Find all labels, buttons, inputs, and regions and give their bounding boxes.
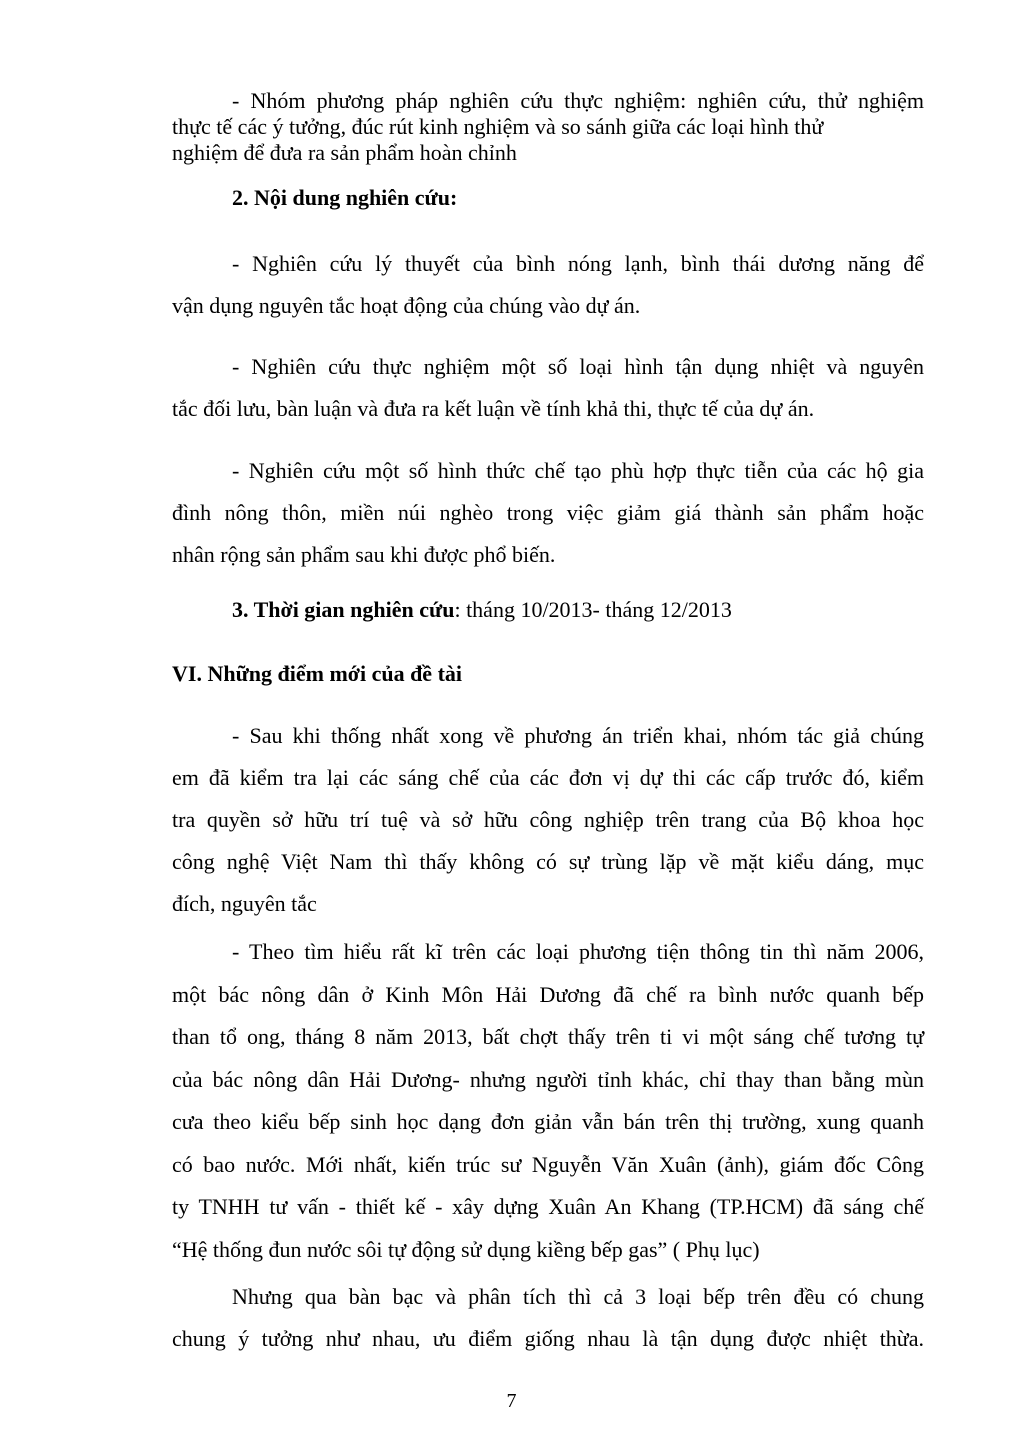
paragraph-line: - Nhóm phương pháp nghiên cứu thực nghiệm: nghiên cứu, thử nghiệm	[232, 88, 924, 113]
paragraph-theory-research	[172, 243, 924, 327]
heading-label: 3. Thời gian nghiên cứu	[232, 597, 455, 622]
paragraph-line: một bác nông dân ở Kinh Môn Hải Dương đã chế ra bình nước quanh bếp	[172, 981, 924, 1007]
paragraph-patent-check	[172, 715, 924, 925]
page-number: 7	[506, 1390, 517, 1412]
paragraph-line: - Nghiên cứu lý thuyết của bình nóng lạnh, bình thái dương năng để	[232, 251, 924, 276]
paragraph-line: cưa theo kiểu bếp sinh học dạng đơn giản vẫn bán trên thị trường, xung quanh	[172, 1109, 924, 1134]
paragraph-line: Nhưng qua bàn bạc và phân tích thì cả 3 loại bếp trên đều có chung	[232, 1284, 924, 1309]
paragraph-line: đình nông thôn, miền núi nghèo trong việc giảm giá thành sản phẩm hoặc	[172, 500, 924, 525]
paragraph-line: chung ý tưởng như nhau, ưu điểm giống nhau là tận dụng được nhiệt thừa.	[172, 1326, 924, 1351]
paragraph-line: đích, nguyên tắc	[172, 891, 317, 916]
paragraph-analysis	[172, 1276, 924, 1360]
paragraph-line: than tổ ong, tháng 8 năm 2013, bất chợt thấy trên ti vi một sáng chế tương tự	[172, 1024, 924, 1049]
paragraph-line: em đã kiểm tra lại các sáng chế của các đơn vị dự thi các cấp trước đó, kiểm	[172, 765, 924, 790]
paragraph-line: - Theo tìm hiểu rất kĩ trên các loại phương tiện thông tin thì năm 2006,	[232, 939, 924, 964]
paragraph-line: - Sau khi thống nhất xong về phương án triển khai, nhóm tác giả chúng	[232, 723, 924, 748]
paragraph-line: công nghệ Việt Nam thì thấy không có sự trùng lặp về mặt kiểu dáng, mục	[172, 849, 924, 874]
paragraph-experimental-methods	[172, 88, 924, 166]
paragraph-line: thực tế các ý tưởng, đúc rút kinh nghiệm và so sánh giữa các loại hình thử	[172, 114, 824, 139]
paragraph-line: ty TNHH tư vấn - thiết kế - xây dựng Xuân An Khang (TP.HCM) đã sáng chế	[172, 1194, 924, 1219]
paragraph-line: nghiệm để đưa ra sản phẩm hoàn chỉnh	[172, 140, 517, 165]
paragraph-line: tra quyền sở hữu trí tuệ và sở hữu công nghiệp trên trang của Bộ khoa học	[172, 807, 924, 832]
paragraph-line: “Hệ thống đun nước sôi tự động sử dụng kiềng bếp gas” ( Phụ lục)	[172, 1236, 760, 1262]
heading-text: 2. Nội dung nghiên cứu:	[232, 185, 458, 210]
section-title: VI. Những điểm mới của đề tài	[172, 661, 463, 686]
section-heading-new-points	[172, 660, 924, 688]
paragraph-prior-inventions	[172, 931, 924, 1271]
paragraph-line: - Nghiên cứu một số hình thức chế tạo phù hợp thực tiễn của các hộ gia	[232, 458, 924, 483]
paragraph-fabrication-research	[172, 450, 924, 576]
heading-research-time	[172, 596, 924, 624]
paragraph-line: nhân rộng sản phẩm sau khi được phổ biến.	[172, 542, 556, 567]
paragraph-line: vận dụng nguyên tắc hoạt động của chúng vào dự án.	[172, 293, 641, 318]
paragraph-line: có bao nước. Mới nhất, kiến trúc sư Nguyễn Văn Xuân (ảnh), giám đốc Công	[172, 1151, 924, 1177]
paragraph-line: - Nghiên cứu thực nghiệm một số loại hình tận dụng nhiệt và nguyên	[232, 354, 924, 379]
heading-research-content	[172, 184, 924, 212]
heading-value: : tháng 10/2013- tháng 12/2013	[454, 597, 732, 622]
paragraph-line: tắc đối lưu, bàn luận và đưa ra kết luận về tính khả thi, thực tế của dự án.	[172, 396, 815, 421]
paragraph-experimental-research	[172, 346, 924, 430]
paragraph-line: của bác nông dân Hải Dương- nhưng người tỉnh khác, chỉ thay than bằng mùn	[172, 1066, 924, 1092]
